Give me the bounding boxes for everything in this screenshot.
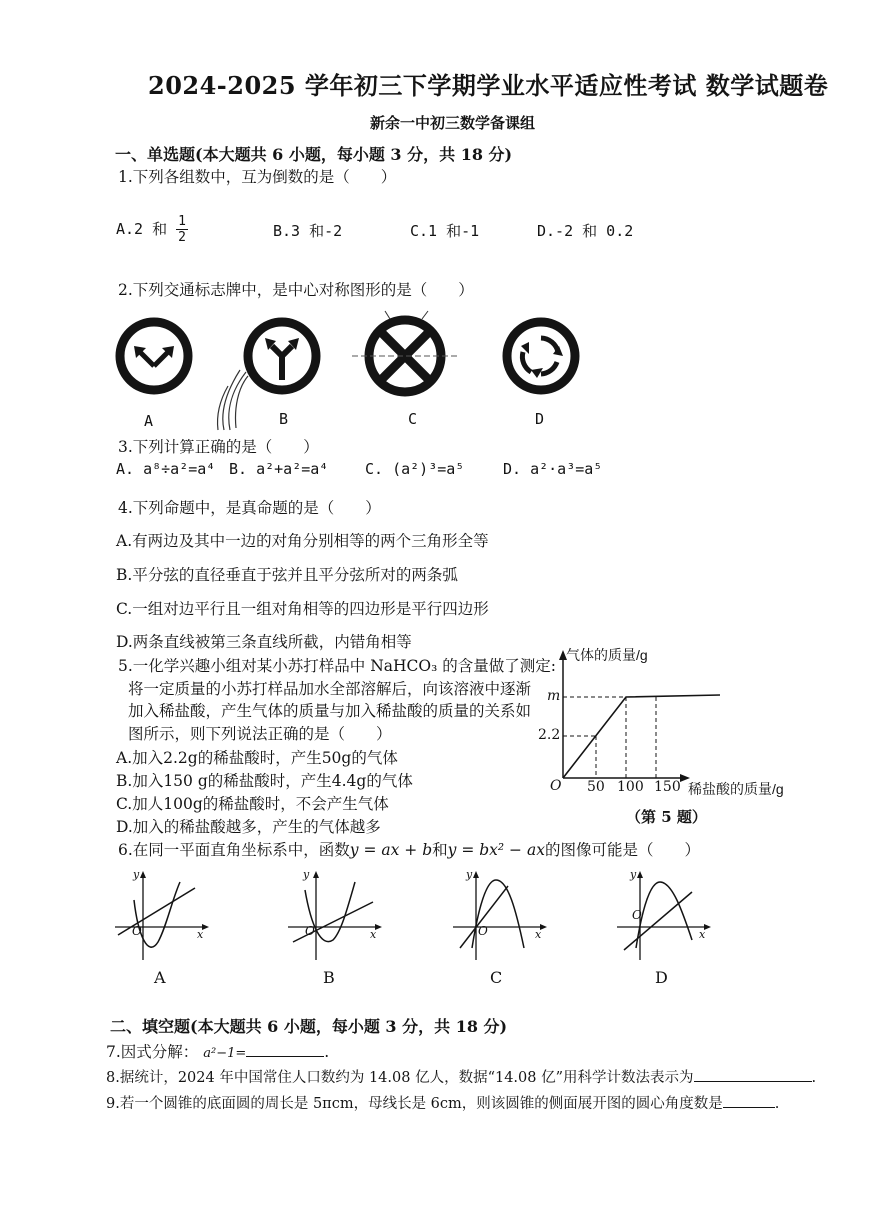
function-graph-b xyxy=(283,870,383,965)
graph-y-tick-2-2: 2.2 xyxy=(538,727,561,743)
answer-blank-8[interactable] xyxy=(694,1081,812,1082)
fraction-numerator: 1 xyxy=(178,214,186,229)
question-9-end: . xyxy=(774,1096,780,1112)
traffic-sign-c-icon xyxy=(350,311,460,401)
question-4-option-a: A.有两边及其中一边的对角分别相等的两个三角形全等 xyxy=(116,532,489,550)
section-heading-fill-in: 二、填空题(本大题共 6 小题，每小题 3 分，共 18 分) xyxy=(110,1017,508,1036)
graph-a-y-label: y xyxy=(133,868,140,881)
graph-x-axis-label: 稀盐酸的质量/g xyxy=(688,781,784,797)
graph-x-tick-50: 50 xyxy=(587,779,605,795)
question-1-option-a xyxy=(116,214,188,245)
question-3-stem: 3.下列计算正确的是（ ） xyxy=(118,438,319,456)
question-6-stem-prefix: 6.在同一平面直角坐标系中，函数 xyxy=(118,841,350,859)
graph-origin: O xyxy=(550,778,562,794)
question-5-option-c: C.加人100g的稀盐酸时，不会产生气体 xyxy=(116,795,389,813)
question-5-line-4: 图所示，则下列说法正确的是（ ） xyxy=(128,725,392,743)
graph-d-y-label: y xyxy=(630,868,637,881)
traffic-sign-a-icon xyxy=(114,316,194,396)
graph-b-y-label: y xyxy=(303,868,310,881)
question-1-option-c: C.1 和-1 xyxy=(410,222,480,240)
function-graph-d xyxy=(612,870,712,965)
question-4-option-c: C.一组对边平行且一组对角相等的四边形是平行四边形 xyxy=(116,600,489,618)
graph-a-x-label: x xyxy=(197,928,204,941)
question-5-line-1: 5.一化学兴趣小组对某小苏打样品中 NaHCO₃ 的含量做了测定: xyxy=(118,657,556,675)
question-6-and: 和 xyxy=(432,841,448,859)
question-1-option-b: B.3 和-2 xyxy=(273,222,343,240)
question-9-text: 9.若一个圆锥的底面圆的周长是 5πcm，母线长是 6cm，则该圆锥的侧面展开图的圆心角度数是 xyxy=(106,1096,723,1112)
question-6-stem xyxy=(118,838,700,860)
question-3-option-d: D. a²·a³=a⁵ xyxy=(503,460,603,478)
question-7-expression: a²−1= xyxy=(203,1046,247,1061)
graph-label-b: B xyxy=(323,968,335,987)
graph-a-origin: O xyxy=(132,924,142,938)
graph-label-d: D xyxy=(655,968,668,987)
graph-x-tick-100: 100 xyxy=(617,779,644,795)
question-7-prefix: 7.因式分解： xyxy=(106,1043,199,1061)
option-a-prefix: A.2 和 xyxy=(116,220,168,238)
question-7 xyxy=(106,1040,329,1062)
function-quadratic: y = bx² − ax xyxy=(447,841,545,859)
graph-d-x-label: x xyxy=(699,928,706,941)
sign-label-b: B xyxy=(279,410,289,428)
graph-y-axis-label: 气体的质量/g xyxy=(566,647,648,663)
question-2-stem: 2.下列交通标志牌中，是中心对称图形的是（ ） xyxy=(118,281,474,299)
function-graph-c xyxy=(448,870,548,965)
graph-c-origin: O xyxy=(478,924,488,938)
graph-d-origin: O xyxy=(632,908,642,922)
function-linear: y = ax + b xyxy=(349,841,433,859)
page-title: 2024-2025 学年初三下学期学业水平适应性考试 数学试题卷 xyxy=(148,71,829,100)
graph-label-a: A xyxy=(154,968,166,987)
graph-b-origin: O xyxy=(305,924,315,938)
question-9 xyxy=(106,1092,779,1113)
question-5-option-d: D.加入的稀盐酸越多，产生的气体越多 xyxy=(116,818,381,836)
question-6-stem-suffix: 的图像可能是（ ） xyxy=(544,841,700,859)
graph-b-x-label: x xyxy=(370,928,377,941)
pencil-scribble xyxy=(212,362,252,432)
question-5-option-a: A.加入2.2g的稀盐酸时，产生50g的气体 xyxy=(116,749,398,767)
question-4-option-b: B.平分弦的直径垂直于弦并且平分弦所对的两条弧 xyxy=(116,566,458,584)
graph-x-tick-150: 150 xyxy=(654,779,681,795)
question-1-option-d: D.-2 和 0.2 xyxy=(537,222,634,240)
sign-label-d: D xyxy=(535,410,545,428)
function-graph-a xyxy=(110,870,210,965)
sign-label-c: C xyxy=(408,410,418,428)
section-heading-single-choice: 一、单选题(本大题共 6 小题，每小题 3 分，共 18 分) xyxy=(115,145,513,164)
question-4-stem: 4.下列命题中，是真命题的是（ ） xyxy=(118,499,381,517)
fraction-denominator: 2 xyxy=(178,230,186,245)
question-3-option-c: C. (a²)³=a⁵ xyxy=(365,460,465,478)
graph-c-x-label: x xyxy=(535,928,542,941)
graph-label-c: C xyxy=(490,968,503,987)
question-1-stem: 1.下列各组数中，互为倒数的是（ ） xyxy=(118,168,397,186)
question-7-end: . xyxy=(324,1043,330,1061)
answer-blank-7[interactable] xyxy=(246,1056,324,1057)
question-5-line-3: 加入稀盐酸，产生气体的质量与加入稀盐酸的质量的关系如 xyxy=(128,702,532,720)
question-3-option-b: B. a²+a²=a⁴ xyxy=(229,460,329,478)
question-3-option-a: A. a⁸÷a²=a⁴ xyxy=(116,460,216,478)
sign-label-a: A xyxy=(144,412,154,430)
traffic-sign-b-icon xyxy=(242,316,322,396)
question-8-text: 8.据统计，2024 年中国常住人口数约为 14.08 亿人，数据“14.08 亿”用科学计数法表示为 xyxy=(106,1070,694,1086)
traffic-sign-d-icon xyxy=(501,316,581,396)
answer-blank-9[interactable] xyxy=(723,1107,775,1108)
question-8-end: . xyxy=(811,1070,817,1086)
question-5-line-2: 将一定质量的小苏打样品加水全部溶解后，向该溶液中逐渐 xyxy=(128,680,532,698)
graph-y-tick-m: m xyxy=(547,688,561,704)
question-4-option-d: D.两条直线被第三条直线所截，内错角相等 xyxy=(116,633,412,651)
page-subtitle: 新余一中初三数学备课组 xyxy=(370,114,536,132)
question-8 xyxy=(106,1066,816,1087)
question-5-option-b: B.加入150 g的稀盐酸时，产生4.4g的气体 xyxy=(116,772,413,790)
fraction-one-half xyxy=(176,214,188,245)
graph-c-y-label: y xyxy=(466,868,473,881)
graph-caption: （第 5 题） xyxy=(626,808,707,826)
